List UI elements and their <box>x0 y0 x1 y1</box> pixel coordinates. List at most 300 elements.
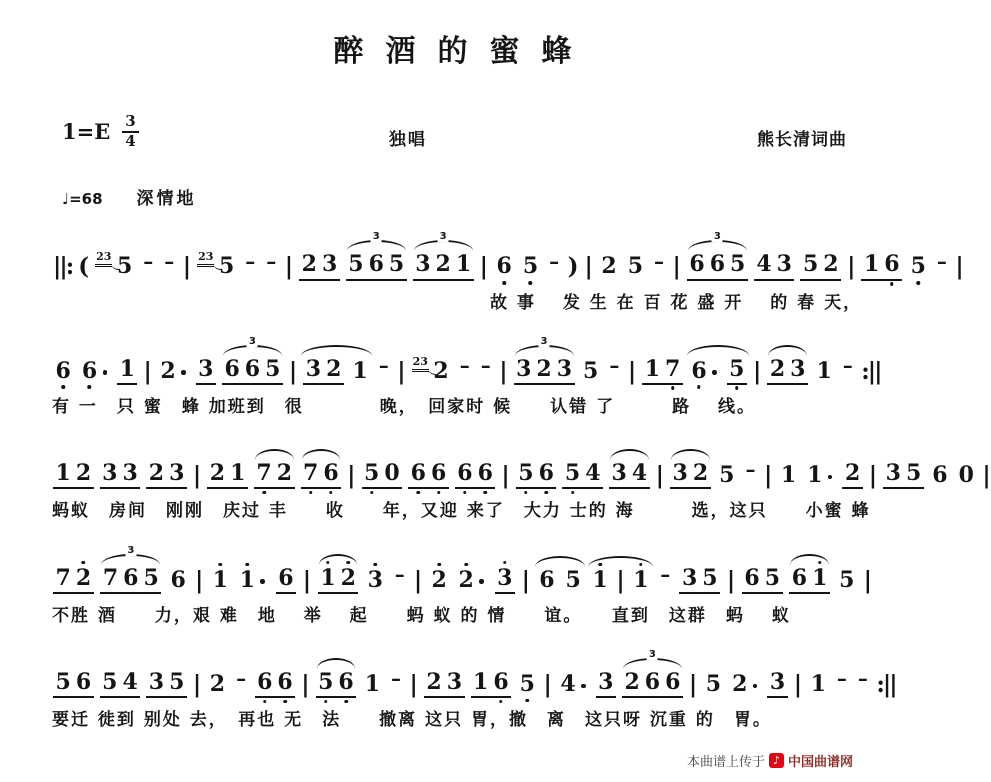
note-digit: 6 <box>336 671 356 694</box>
note-group <box>264 248 279 281</box>
paren-close: ) <box>567 253 579 281</box>
beam <box>237 566 257 594</box>
beam <box>478 352 493 385</box>
note-digit: 6 <box>539 566 555 593</box>
octave-dot-low <box>370 491 374 495</box>
note-digit: 6 <box>428 462 448 485</box>
note-digit: 5 <box>562 462 582 485</box>
lyric-line-1: 故 事 发 生 在 百 花 盛 开 的 春 天， <box>490 292 863 313</box>
note-group <box>146 668 187 698</box>
bar: | <box>195 566 204 594</box>
note-digit: 6 <box>689 251 705 278</box>
note-digit: 2 <box>160 357 176 384</box>
meter-numerator: 3 <box>122 114 138 133</box>
note-digit: 5 <box>143 564 159 591</box>
note-group <box>392 561 407 594</box>
bar: | <box>397 357 406 385</box>
octave-dot-low <box>524 491 528 495</box>
note-group <box>730 670 762 698</box>
note-group <box>301 462 342 489</box>
bar: | <box>616 566 625 594</box>
note-digit: 7 <box>102 564 119 591</box>
note-digit: 7 <box>55 564 71 591</box>
slur-arc <box>535 556 586 567</box>
slur-group <box>534 566 587 594</box>
note-digit: 6 <box>536 462 556 485</box>
note-digit: 5 <box>388 251 405 278</box>
note-digit: 6 <box>79 360 99 383</box>
bar: | <box>584 253 593 281</box>
beam <box>350 357 370 385</box>
note-digit: 1 <box>318 567 338 590</box>
beam <box>730 670 750 698</box>
note-digit: 5 <box>517 673 537 696</box>
note-digit: 1 <box>119 355 135 382</box>
beam <box>609 462 650 489</box>
note-digit: 6 <box>368 251 384 278</box>
octave-dot-low <box>502 281 506 285</box>
beam <box>429 566 449 594</box>
note-digit: 1 <box>816 357 832 384</box>
watermark-footer <box>687 751 853 770</box>
octave-dot-low <box>571 491 575 495</box>
note-group <box>956 464 976 489</box>
note-digit: 1 <box>210 569 230 592</box>
beam <box>767 355 808 385</box>
triplet-number: 3 <box>439 231 447 243</box>
note-group <box>316 668 357 698</box>
beam <box>100 462 141 489</box>
note-digit: 2 <box>435 251 451 278</box>
beam <box>456 566 476 594</box>
note-digit: 3 <box>198 355 214 382</box>
beam <box>196 355 216 385</box>
grace-notes: 23 <box>412 356 429 372</box>
note-group <box>563 566 583 594</box>
note-group <box>79 357 111 385</box>
note-digit: 6 <box>791 564 808 591</box>
octave-dot-low <box>344 700 348 704</box>
note-digit: 1 <box>364 670 380 697</box>
dash-hold: – <box>936 248 947 273</box>
note-group <box>805 464 837 489</box>
note-group <box>494 255 514 280</box>
note-digit: 3 <box>598 668 614 695</box>
note-digit: 1 <box>780 462 797 489</box>
key-label: 1=E <box>62 119 111 145</box>
dash-hold: – <box>236 666 247 691</box>
note-group <box>424 668 465 698</box>
bar: | <box>726 566 736 594</box>
octave-dot-low <box>463 491 467 495</box>
octave-dot-high <box>503 561 507 565</box>
beam <box>254 462 295 489</box>
music-line-1 <box>50 231 964 281</box>
bar: | <box>752 357 762 385</box>
time-signature <box>122 114 138 150</box>
beam <box>563 566 583 594</box>
note-group <box>883 462 924 489</box>
note-digit: 2 <box>426 668 442 695</box>
beam <box>234 668 249 698</box>
note-group <box>210 566 230 594</box>
note-group <box>855 668 870 698</box>
note-digit: 5 <box>719 462 735 489</box>
slur-arc <box>687 345 749 356</box>
note-group <box>514 335 575 385</box>
note-digit: 5 <box>362 462 382 485</box>
beam <box>389 668 404 698</box>
note-digit: 4 <box>631 460 648 487</box>
note-group <box>346 231 407 280</box>
note-digit: 3 <box>169 460 185 487</box>
bar: | <box>655 462 664 490</box>
note-digit: 0 <box>958 462 974 489</box>
bar: | <box>688 670 698 698</box>
bar: | <box>284 253 294 281</box>
note-digit: 1 <box>230 460 246 487</box>
note-digit: 5 <box>730 251 746 278</box>
augmentation-dot <box>581 684 586 689</box>
beam <box>861 253 902 280</box>
note-digit: 6 <box>170 566 186 593</box>
dash-hold: – <box>857 666 868 691</box>
note-digit: 6 <box>665 668 681 695</box>
note-group <box>596 668 616 698</box>
beam <box>689 357 709 385</box>
note-group <box>237 566 269 594</box>
octave-dot-low <box>735 386 739 390</box>
octave-dot-low <box>263 700 267 704</box>
bar: | <box>302 566 312 594</box>
qupuwang-logo-icon: ♪ <box>769 753 784 768</box>
note-digit: 2 <box>601 253 617 280</box>
note-digit: 5 <box>516 462 536 485</box>
beam <box>631 566 651 594</box>
note-digit: 6 <box>278 564 294 591</box>
bar: | <box>763 462 773 490</box>
beam <box>805 464 825 489</box>
octave-dot-low <box>283 700 287 704</box>
note-digit: 3 <box>769 668 786 695</box>
note-digit: 6 <box>321 462 341 485</box>
beam <box>494 255 514 280</box>
beam <box>622 668 683 698</box>
note-group <box>622 648 683 698</box>
note-digit: 2 <box>692 460 709 487</box>
note-digit: 3 <box>495 567 515 590</box>
note-digit: 1 <box>455 251 472 278</box>
beam <box>53 668 94 698</box>
composer-credit: 熊长清词曲 <box>757 129 847 150</box>
performance-form-label: 独唱 <box>388 129 427 150</box>
note-digit: 6 <box>255 671 275 694</box>
beam <box>146 668 187 698</box>
note-digit: 5 <box>839 566 855 593</box>
beam <box>800 253 841 280</box>
beam <box>808 670 828 698</box>
slur-arc <box>317 658 356 669</box>
bar: | <box>413 566 423 594</box>
beam <box>276 564 296 594</box>
beam <box>814 357 834 385</box>
note-group <box>299 253 340 280</box>
note-digit: 2 <box>73 567 93 590</box>
octave-dot-low <box>88 385 92 389</box>
note-digit: 5 <box>905 460 922 487</box>
triplet-number: 3 <box>248 335 256 347</box>
dash-hold: – <box>549 248 560 273</box>
bar: | <box>347 462 356 490</box>
bar: | <box>182 253 192 281</box>
note-digit: 5 <box>316 671 336 694</box>
beam <box>146 462 187 489</box>
note-digit: 2 <box>429 569 449 592</box>
slur-arc <box>319 554 358 565</box>
lyric-line-5: 要迁 徙到 别处 去， 再也 无 法 撤离 这只 胃，撤 离 这只呀 沉重 的 胃。 <box>52 710 772 731</box>
beam <box>558 670 578 698</box>
beam <box>362 670 382 698</box>
dash-hold: – <box>654 248 665 273</box>
bar: | <box>982 462 991 490</box>
note-group <box>517 670 537 698</box>
augmentation-dot <box>103 370 108 375</box>
upload-note-text: 本曲谱上传于 <box>686 755 765 770</box>
note-digit: 5 <box>348 251 364 278</box>
beam <box>517 670 537 698</box>
slur-group <box>587 566 654 594</box>
note-digit: 5 <box>520 255 540 278</box>
dash-hold: – <box>609 352 620 377</box>
note-digit: 3 <box>611 460 627 487</box>
key-signature <box>62 114 139 150</box>
octave-dot-high <box>374 563 378 567</box>
note-group <box>350 357 370 385</box>
octave-dot-low <box>437 491 441 495</box>
beam <box>100 564 161 594</box>
dash-hold: – <box>480 352 491 377</box>
dash-hold: – <box>391 666 401 691</box>
note-group <box>495 564 515 594</box>
beam <box>840 352 855 385</box>
augmentation-dot <box>828 475 833 480</box>
octave-dot-low <box>483 491 487 495</box>
note-group <box>562 462 603 489</box>
beam <box>207 462 248 489</box>
note-group <box>197 250 237 280</box>
beam <box>318 564 359 594</box>
beam <box>264 248 279 281</box>
note-digit: 1 <box>55 460 71 487</box>
note-group <box>362 670 382 698</box>
slur-arc <box>255 449 294 460</box>
note-group <box>558 670 590 698</box>
note-digit: 3 <box>365 569 385 592</box>
note-digit: 2 <box>338 567 358 590</box>
grace-notes: 23 <box>197 251 214 267</box>
note-digit: 2 <box>148 460 165 487</box>
system-1 <box>0 231 964 313</box>
beam <box>855 668 870 698</box>
slur-group <box>300 355 373 385</box>
note-group <box>590 566 610 594</box>
note-group <box>254 462 295 489</box>
note-digit: 1 <box>352 357 368 384</box>
bar: | <box>499 357 508 385</box>
bar: | <box>409 670 418 698</box>
beam <box>562 462 603 489</box>
repeat-start: ||: <box>53 253 73 281</box>
note-group <box>607 352 622 385</box>
beam <box>392 561 407 594</box>
octave-dot-low <box>262 491 266 495</box>
note-group <box>117 355 137 385</box>
note-digit: 3 <box>556 355 572 382</box>
note-group <box>207 670 227 698</box>
beam <box>883 462 924 489</box>
bar: | <box>847 253 856 281</box>
note-group <box>599 255 619 280</box>
music-line-4 <box>50 544 875 594</box>
note-group <box>840 352 855 385</box>
note-digit: 5 <box>565 566 581 593</box>
repeat-end: :|| <box>861 357 881 385</box>
note-group <box>754 253 795 280</box>
note-digit: 5 <box>627 253 644 280</box>
note-digit: 7 <box>663 358 683 381</box>
note-group <box>53 357 73 385</box>
note-digit: 5 <box>908 255 928 278</box>
note-digit: 6 <box>75 668 92 695</box>
beam <box>837 566 857 594</box>
music-line-2 <box>50 335 881 385</box>
beam <box>789 564 830 594</box>
beam <box>742 564 783 594</box>
note-group <box>679 564 720 594</box>
note-group <box>471 668 512 698</box>
note-group <box>520 255 540 280</box>
triplet-number: 3 <box>713 231 721 243</box>
octave-dot-low <box>544 491 548 495</box>
site-name: 中国曲谱网 <box>787 755 853 770</box>
note-digit: 3 <box>102 460 118 487</box>
tempo-row <box>0 184 905 209</box>
beam <box>908 255 928 280</box>
note-group <box>516 462 557 489</box>
bar: | <box>955 253 964 281</box>
slur-arc <box>768 345 807 356</box>
beam <box>703 670 723 698</box>
system-4 <box>0 544 905 626</box>
note-digit: 1 <box>644 355 660 382</box>
slur-arc <box>671 449 710 460</box>
note-group <box>814 357 834 385</box>
octave-dot-low <box>697 385 701 389</box>
beam <box>934 248 949 281</box>
note-digit: 2 <box>624 668 640 695</box>
note-group <box>837 566 857 594</box>
system-2 <box>0 335 905 417</box>
dash-hold: – <box>836 666 847 691</box>
note-digit: 3 <box>885 460 901 487</box>
octave-dot-low <box>526 699 530 703</box>
note-digit: 1 <box>237 569 257 592</box>
lyric-line-2: 有 一 只 蜜 蜂 加班到 很 晚， 回家时 候 认错 了 路 线。 <box>52 396 757 417</box>
beam <box>652 248 667 281</box>
grace-notes: 23 <box>95 251 112 267</box>
note-digit: 2 <box>326 355 342 382</box>
paren-open: ( <box>78 253 90 281</box>
beam <box>930 464 950 489</box>
triplet-number: 3 <box>127 544 135 556</box>
note-group <box>609 462 650 489</box>
note-digit: 6 <box>123 564 139 591</box>
note-digit: 5 <box>116 253 133 280</box>
system-5 <box>0 648 905 731</box>
note-group <box>743 459 758 489</box>
note-digit: 5 <box>102 668 118 695</box>
bar: | <box>793 670 803 698</box>
note-digit: 4 <box>756 251 772 278</box>
music-line-3 <box>50 447 991 490</box>
note-group <box>429 566 449 594</box>
beam <box>158 357 178 385</box>
dash-hold: – <box>266 248 277 273</box>
slur-arc <box>790 554 829 565</box>
octave-dot-high <box>598 563 602 567</box>
slur-arc <box>301 345 372 356</box>
note-group <box>670 462 711 489</box>
meta-row <box>0 114 905 150</box>
note-digit: 2 <box>75 460 92 487</box>
note-digit: 6 <box>455 462 475 485</box>
note-digit: 6 <box>491 671 511 694</box>
repeat-end: :|| <box>876 670 896 698</box>
note-group <box>141 248 156 281</box>
beam <box>596 668 616 698</box>
note-digit: 4 <box>560 670 576 697</box>
beam <box>408 462 449 489</box>
note-digit: 5 <box>265 355 281 382</box>
note-digit: 2 <box>209 670 226 697</box>
dash-hold: – <box>745 457 756 482</box>
note-group <box>408 462 449 489</box>
note-group <box>908 255 928 280</box>
bar: | <box>479 253 488 281</box>
beam <box>255 668 296 698</box>
note-group <box>456 566 488 594</box>
beam <box>117 355 137 385</box>
octave-dot-high <box>82 561 86 565</box>
beam <box>679 564 720 594</box>
bar: | <box>627 357 637 385</box>
note-group <box>146 462 187 489</box>
note-digit: 2 <box>276 460 292 487</box>
note-group <box>537 566 557 594</box>
note-group <box>95 250 135 280</box>
note-digit: 5 <box>55 668 71 695</box>
beam <box>362 462 403 489</box>
bar: | <box>521 566 530 594</box>
system-3 <box>0 447 991 522</box>
note-digit: 2 <box>433 357 449 384</box>
note-group <box>412 354 452 385</box>
beam <box>316 668 357 698</box>
beam <box>424 668 465 698</box>
beam <box>727 355 747 385</box>
note-digit: 3 <box>790 355 806 382</box>
note-digit: 3 <box>415 251 431 278</box>
